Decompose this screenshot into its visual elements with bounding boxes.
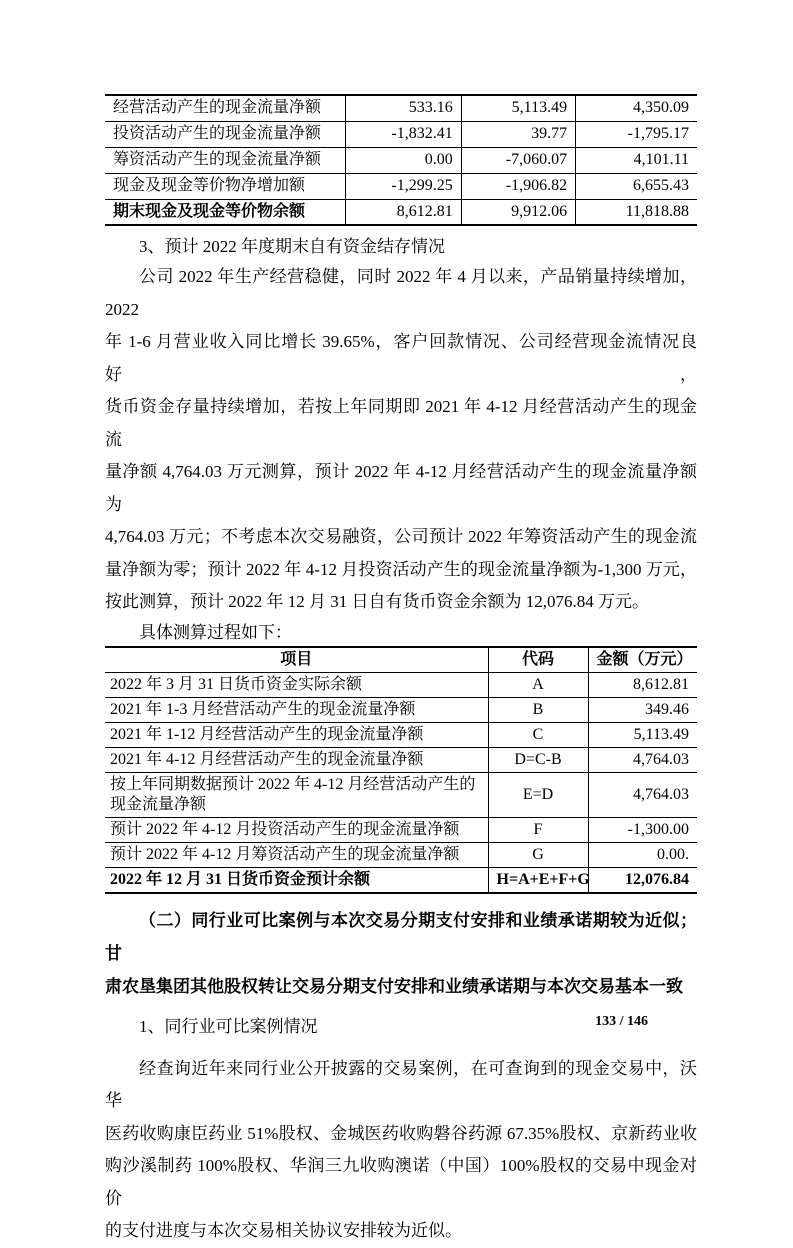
- row-label: 现金及现金等价物净增加额: [105, 173, 346, 199]
- cell-code: A: [488, 672, 588, 697]
- section-heading-3: 3、预计 2022 年度期末自有资金结存情况: [139, 237, 445, 256]
- cell-value: 533.16: [346, 95, 461, 121]
- cell-value: 5,113.49: [461, 95, 575, 121]
- cell-amount: 4,764.03: [588, 747, 697, 772]
- cell-item: 预计 2022 年 4-12 月投资活动产生的现金流量净额: [105, 817, 488, 842]
- cell-value: 8,612.81: [346, 199, 461, 225]
- table-row: [105, 772, 697, 817]
- column-header-code: 代码: [488, 647, 588, 673]
- table-row: [105, 697, 697, 722]
- paragraph-line: 公司 2022 年生产经营稳健，同时 2022 年 4 月以来，产品销量持续增加，2022: [105, 267, 697, 319]
- page-content: [105, 0, 697, 1248]
- page-number: 133 / 146: [595, 1014, 648, 1029]
- row-label: 投资活动产生的现金流量净额: [105, 121, 346, 147]
- table-row: [105, 842, 697, 867]
- paragraph-line: 量净额为零；预计 2022 年 4-12 月投资活动产生的现金流量净额为-1,300 万元，: [105, 559, 697, 579]
- heading-line: 肃农垦集团其他股权转让交易分期支付安排和业绩承诺期与本次交易基本一致: [105, 976, 683, 996]
- cell-code: G: [488, 842, 588, 867]
- column-header-amount: 金额（万元）: [588, 647, 697, 673]
- table-row: [105, 147, 697, 173]
- table-row: [105, 722, 697, 747]
- cell-item: 2021 年 1-12 月经营活动产生的现金流量净额: [105, 722, 488, 747]
- cell-value: -1,832.41: [346, 121, 461, 147]
- section-heading-2: [105, 904, 697, 1003]
- paragraph-line: 按此测算，预计 2022 年 12 月 31 日自有货币资金余额为 12,076.84 万元。: [105, 592, 649, 611]
- cell-item: 2022 年 12 月 31 日货币资金预计余额: [105, 867, 488, 893]
- table-header-row: [105, 647, 697, 673]
- cell-amount: 8,612.81: [588, 672, 697, 697]
- cell-value: -1,299.25: [346, 173, 461, 199]
- cell-item: 2021 年 1-3 月经营活动产生的现金流量净额: [105, 697, 488, 722]
- cash-flow-table: [105, 94, 697, 226]
- cell-item: 预计 2022 年 4-12 月筹资活动产生的现金流量净额: [105, 842, 488, 867]
- heading-line: （二）同行业可比案例与本次交易分期支付安排和业绩承诺期较为近似；甘: [105, 910, 697, 963]
- table-row-total: [105, 199, 697, 225]
- cell-code: F: [488, 817, 588, 842]
- cell-value: -7,060.07: [461, 147, 575, 173]
- row-label: 期末现金及现金等价物余额: [105, 199, 346, 225]
- cell-value: 39.77: [461, 121, 575, 147]
- paragraph-line: 医药收购康臣药业 51%股权、金城医药收购磐谷药源 67.35%股权、京新药业收: [105, 1123, 697, 1143]
- cell-amount: 5,113.49: [588, 722, 697, 747]
- cell-value: 4,101.11: [576, 147, 697, 173]
- cell-value: 4,350.09: [576, 95, 697, 121]
- cell-amount: 349.46: [588, 697, 697, 722]
- cell-amount: 12,076.84: [625, 870, 689, 888]
- paragraph-forecast: [105, 261, 697, 619]
- paragraph-line: 经查询近年来同行业公开披露的交易案例，在可查询到的现金交易中，沃华: [105, 1058, 697, 1110]
- cell-value: 9,912.06: [461, 199, 575, 225]
- calc-table: [105, 646, 697, 894]
- cell-value: -1,795.17: [576, 121, 697, 147]
- cell-item: 2022 年 3 月 31 日货币资金实际余额: [105, 672, 488, 697]
- cell-value: 0.00: [346, 147, 461, 173]
- paragraph-line: 购沙溪制药 100%股权、华润三九收购澳诺（中国）100%股权的交易中现金对价: [105, 1156, 697, 1208]
- column-header-item: 项目: [105, 647, 488, 673]
- cell-amount: -1,300.00: [588, 817, 697, 842]
- paragraph-line: 4,764.03 万元；不考虑本次交易融资，公司预计 2022 年筹资活动产生的现金流: [105, 527, 697, 546]
- row-label: 经营活动产生的现金流量净额: [105, 95, 346, 121]
- row-label: 筹资活动产生的现金流量净额: [105, 147, 346, 173]
- table-row-total: [105, 867, 697, 893]
- table-row: [105, 817, 697, 842]
- cell-code: D=C-B: [488, 747, 588, 772]
- paragraph-comparable-cases: [105, 1053, 697, 1248]
- cell-value: 6,655.43: [576, 173, 697, 199]
- calc-intro-text: 具体测算过程如下：: [139, 622, 292, 642]
- cell-code: C: [488, 722, 588, 747]
- table-row: [105, 672, 697, 697]
- paragraph-line: 的支付进度与本次交易相关协议安排较为近似。: [105, 1221, 462, 1240]
- cell-amount: 0.00.: [588, 842, 697, 867]
- subsection-heading-1: 1、同行业可比案例情况: [139, 1016, 318, 1036]
- paragraph-line: 货币资金存量持续增加，若按上年同期即 2021 年 4-12 月经营活动产生的现金流: [105, 397, 697, 449]
- cell-code: E=D: [488, 772, 588, 817]
- cell-value: 11,818.88: [625, 202, 689, 220]
- table-row: [105, 121, 697, 147]
- cell-amount: 4,764.03: [588, 772, 697, 817]
- cell-code: H=A+E+F+G: [488, 867, 588, 893]
- paragraph-line: 年 1-6 月营业收入同比增长 39.65%，客户回款情况、公司经营现金流情况良好，: [105, 332, 697, 384]
- cell-item: 按上年同期数据预计 2022 年 4-12 月经营活动产生的现金流量净额: [105, 772, 488, 817]
- cell-code: B: [488, 697, 588, 722]
- cell-value: -1,906.82: [461, 173, 575, 199]
- table-row: [105, 95, 697, 121]
- cell-item: 2021 年 4-12 月经营活动产生的现金流量净额: [105, 747, 488, 772]
- table-row: [105, 173, 697, 199]
- paragraph-line: 量净额 4,764.03 万元测算，预计 2022 年 4-12 月经营活动产生的现金流量净额为: [105, 462, 697, 514]
- table-row: [105, 747, 697, 772]
